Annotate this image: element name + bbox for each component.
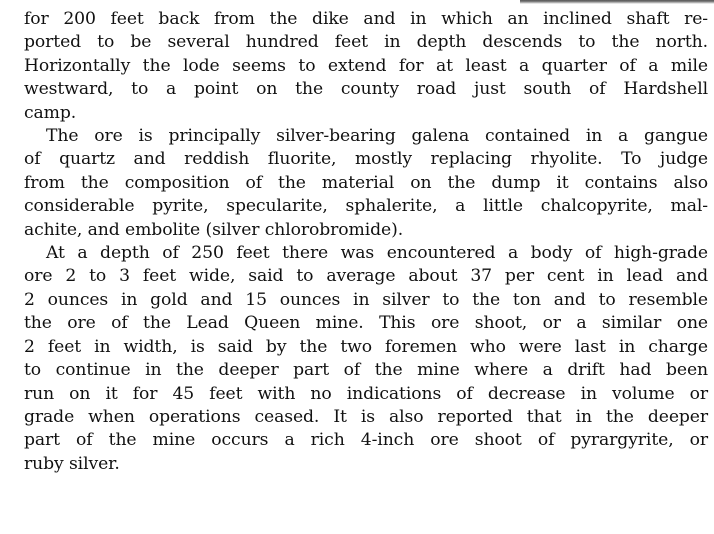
- text-line: part of the mine occurs a rich 4-inch ore shoot of pyrargyrite, or: [24, 430, 708, 451]
- text-line: the ore of the Lead Queen mine. This ore shoot, or a similar one: [24, 313, 708, 334]
- cropped-line-remnant: [520, 0, 714, 4]
- text-line: Horizontally the lode seems to extend for at least a quarter of a mile: [24, 55, 708, 76]
- text-line: to continue in the deeper part of the mine where a drift had been: [24, 360, 708, 381]
- body-text: [24, 8, 708, 476]
- text-line: considerable pyrite, specularite, sphalerite, a little chalcopyrite, mal-: [24, 196, 708, 217]
- text-line: ruby silver.: [24, 453, 120, 474]
- text-line: run on it for 45 feet with no indications of decrease in volume or: [24, 383, 708, 404]
- text-line: ported to be several hundred feet in depth descends to the north.: [24, 32, 708, 53]
- text-line: grade when operations ceased. It is also reported that in the deeper: [24, 406, 708, 427]
- text-line: achite, and embolite (silver chlorobromide).: [24, 219, 404, 240]
- text-line: camp.: [24, 102, 77, 123]
- paragraph-3: [24, 242, 708, 476]
- text-line: ore 2 to 3 feet wide, said to average about 37 per cent in lead and: [24, 266, 708, 287]
- paragraph-1: [24, 8, 708, 125]
- text-line: from the composition of the material on the dump it contains also: [24, 172, 708, 193]
- text-line: of quartz and reddish fluorite, mostly replacing rhyolite. To judge: [24, 149, 708, 170]
- paragraph-2: [24, 125, 708, 242]
- text-line: 2 ounces in gold and 15 ounces in silver to the ton and to resemble: [24, 289, 708, 310]
- text-line: The ore is principally silver-bearing galena contained in a gangue: [46, 126, 708, 147]
- text-line: At a depth of 250 feet there was encountered a body of high-grade: [46, 243, 708, 264]
- text-line: for 200 feet back from the dike and in which an inclined shaft re-: [24, 9, 708, 29]
- text-line: 2 feet in width, is said by the two foremen who were last in charge: [24, 336, 708, 357]
- text-line: westward, to a point on the county road just south of Hardshell: [24, 79, 708, 100]
